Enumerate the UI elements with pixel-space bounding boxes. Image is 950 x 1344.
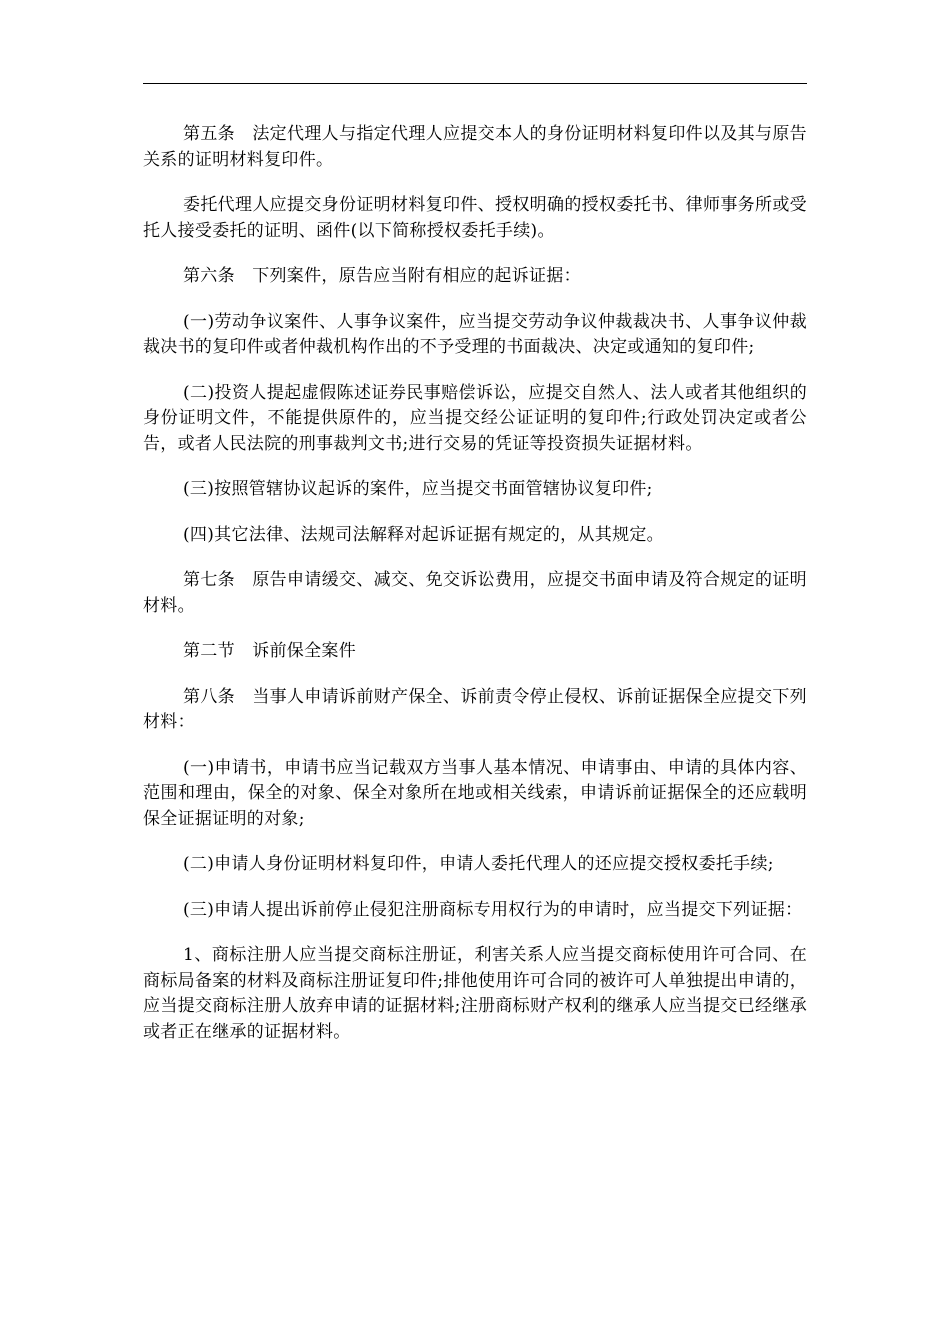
paragraph-item-3-trademark: (三)申请人提出诉前停止侵犯注册商标专用权行为的申请时，应当提交下列证据： [183,899,803,920]
paragraph-article-8: 第八条 当事人申请诉前财产保全、诉前责令停止侵权、诉前证据保全应提交下列材料： [143,686,807,732]
paragraph-item-2-securities: (二)投资人提起虚假陈述证券民事赔偿诉讼，应提交自然人、法人或者其他组织的身份证明文件，不能提供原件的，应当提交经公证证明的复印件;行政处罚决定或者公告，或者人民法院的刑事裁判文书;进行交易的凭证等投资损失证据材料。 [143,382,807,454]
paragraph-article-6: 第六条 下列案件，原告应当附有相应的起诉证据： [183,266,581,286]
paragraph-item-3-jurisdiction: (三)按照管辖协议起诉的案件，应当提交书面管辖协议复印件; [183,479,653,499]
paragraph-item-1-labor: (一)劳动争议案件、人事争议案件，应当提交劳动争议仲裁裁决书、人事争议仲裁裁决书的复印件或者仲裁机构作出的不予受理的书面裁决、决定或通知的复印件; [143,311,807,357]
paragraph-item-1-application: (一)申请书，申请书应当记载双方当事人基本情况、申请事由、申请的具体内容、范围和理由，保全的对象、保全对象所在地或相关线索，申请诉前证据保全的还应载明保全证据证明的对象; [143,757,807,829]
header-rule [143,83,807,84]
paragraph-item-2-identity: (二)申请人身份证明材料复印件，申请人委托代理人的还应提交授权委托手续; [183,854,774,874]
paragraph-agent-materials: 委托代理人应提交身份证明材料复印件、授权明确的授权委托书、律师事务所或受托人接受委托的证明、函件(以下简称授权委托手续)。 [143,195,807,241]
paragraph-trademark-evidence: 1、商标注册人应当提交商标注册证，利害关系人应当提交商标使用许可合同、在商标局备案的材料及商标注册证复印件;排他使用许可合同的被许可人单独提出申请的，应当提交商标注册人放弃申请的证据材料;注册商标财产权利的继承人应当提交已经继承或者正在继承的证据材料。 [143,945,807,1042]
document-body [143,122,807,1065]
paragraph-article-7: 第七条 原告申请缓交、减交、免交诉讼费用，应提交书面申请及符合规定的证明材料。 [143,570,807,616]
paragraph-item-4-other: (四)其它法律、法规司法解释对起诉证据有规定的，从其规定。 [183,524,664,545]
section-heading-2: 第二节 诉前保全案件 [183,641,356,661]
paragraph-article-5: 第五条 法定代理人与指定代理人应提交本人的身份证明材料复印件以及其与原告关系的证明材料复印件。 [143,124,807,170]
